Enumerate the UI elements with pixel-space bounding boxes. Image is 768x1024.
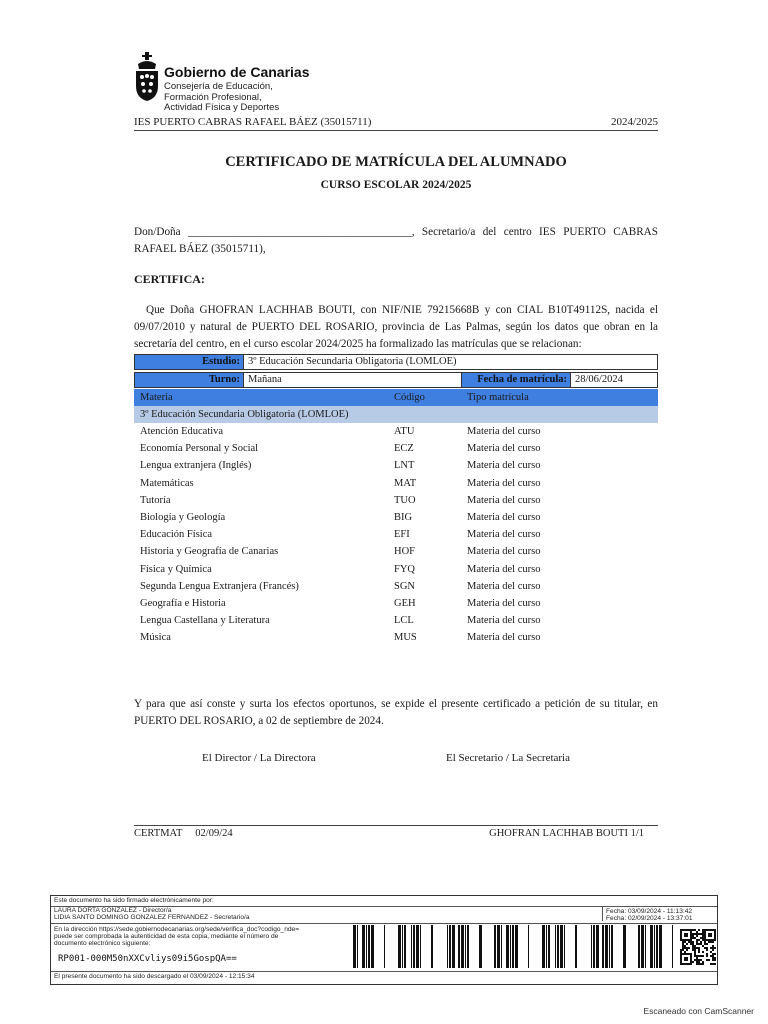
verify-text-1: En la dirección https://sede.gobiernodecanarias.org/sede/verifica_doc?codigo_nde= bbox=[54, 926, 300, 933]
gov-sub-line: Formación Profesional, bbox=[164, 91, 262, 103]
codigo-cell: ECZ bbox=[394, 443, 414, 455]
table-row bbox=[134, 492, 658, 509]
codigo-cell: EFI bbox=[394, 529, 410, 541]
tipo-cell: Materia del curso bbox=[467, 563, 541, 575]
closing-paragraph: Y para que así conste y surta los efectos oportunos, se expide el presente certificado a petición de su titular, en PUERTO DEL ROSARIO, a 02 de septiembre de 2024. bbox=[134, 698, 658, 727]
col-header-materia: Materia bbox=[140, 392, 173, 403]
signature-dates bbox=[602, 907, 718, 921]
tipo-cell: Materia del curso bbox=[467, 615, 541, 627]
box-divider bbox=[51, 923, 717, 924]
col-header-codigo: Código bbox=[394, 392, 425, 403]
table-row bbox=[134, 629, 658, 646]
materia-cell: Física y Química bbox=[140, 563, 212, 575]
barcode-icon bbox=[353, 925, 675, 968]
materia-cell: Lengua Castellana y Literatura bbox=[140, 615, 270, 627]
codigo-cell: LNT bbox=[394, 460, 415, 472]
gov-subtitle bbox=[164, 82, 279, 114]
signature-date-2: Fecha: 02/09/2024 - 13:37:01 bbox=[606, 915, 693, 922]
tipo-cell: Materia del curso bbox=[467, 443, 541, 455]
director-signature-label: El Director / La Directora bbox=[202, 752, 316, 764]
codigo-cell: BIG bbox=[394, 512, 413, 523]
gov-name: Gobierno de Canarias bbox=[164, 64, 310, 80]
footer-code-date: CERTMAT 02/09/24 bbox=[134, 828, 233, 839]
verify-text-3: documento electrónico siguiente: bbox=[54, 940, 151, 947]
materia-cell: Matemáticas bbox=[140, 477, 194, 489]
footer-student-page: GHOFRAN LACHHAB BOUTI 1/1 bbox=[489, 828, 644, 839]
tipo-cell: Materia del curso bbox=[467, 460, 541, 472]
header-divider bbox=[134, 130, 658, 131]
table-group-row bbox=[134, 406, 658, 423]
signature-date-1: Fecha: 03/09/2024 - 11:13:42 bbox=[606, 908, 693, 915]
table-row bbox=[134, 457, 658, 474]
tipo-cell: Materia del curso bbox=[467, 598, 541, 609]
materia-cell: Economía Personal y Social bbox=[140, 443, 259, 455]
footer-divider bbox=[134, 825, 658, 826]
estudio-label: Estudio: bbox=[135, 355, 243, 369]
estudio-row bbox=[134, 354, 658, 370]
table-row bbox=[134, 595, 658, 612]
materia-cell: Segunda Lengua Extranjera (Francés) bbox=[140, 580, 299, 592]
materia-cell: Tutoría bbox=[140, 494, 171, 506]
table-row bbox=[134, 561, 658, 578]
tipo-cell: Materia del curso bbox=[467, 546, 541, 558]
codigo-cell: LCL bbox=[394, 615, 414, 627]
gov-sub-line: Actividad Física y Deportes bbox=[164, 102, 280, 113]
materia-cell: Geografía e Historia bbox=[140, 598, 226, 609]
signer-secretario: LIDIA SANTO DOMINGO GONZALEZ FERNANDEZ - Secretario/a bbox=[54, 914, 250, 921]
turno-label: Turno: bbox=[135, 373, 243, 387]
group-label: 3º Educación Secundaria Obligatoria (LOMLOE) bbox=[140, 409, 349, 420]
camscanner-watermark: Escaneado con CamScanner bbox=[643, 1006, 754, 1016]
qr-code-icon bbox=[680, 929, 716, 965]
table-row bbox=[134, 440, 658, 457]
box-divider bbox=[51, 971, 717, 972]
codigo-cell: TUO bbox=[394, 494, 416, 506]
table-row bbox=[134, 612, 658, 629]
materia-cell: Educación Física bbox=[140, 529, 213, 541]
tipo-cell: Materia del curso bbox=[467, 512, 541, 523]
estudio-value: 3º Educación Secundaria Obligatoria (LOMLOE) bbox=[248, 356, 457, 367]
tipo-cell: Materia del curso bbox=[467, 580, 541, 592]
table-row bbox=[134, 526, 658, 543]
document-subtitle: CURSO ESCOLAR 2024/2025 bbox=[320, 179, 472, 191]
table-row bbox=[134, 423, 658, 440]
table-row bbox=[134, 509, 658, 526]
tipo-cell: Materia del curso bbox=[467, 529, 541, 541]
electronic-signature-box bbox=[50, 895, 718, 985]
materia-cell: Lengua extranjera (Inglés) bbox=[140, 460, 252, 472]
codigo-cell: ATU bbox=[394, 426, 415, 437]
verification-code: RP001-000M50nXXCvliys09i5GospQA== bbox=[58, 954, 237, 964]
fecha-label: Fecha de matrícula: bbox=[462, 373, 570, 387]
certifica-heading: CERTIFICA: bbox=[134, 272, 205, 286]
materia-cell: Historia y Geografía de Canarias bbox=[140, 546, 279, 558]
table-row bbox=[134, 578, 658, 595]
codigo-cell: FYQ bbox=[394, 563, 416, 575]
materia-cell: Música bbox=[140, 632, 171, 644]
download-note: El presente documento ha sido descargado el 03/09/2024 - 12:15:34 bbox=[54, 973, 255, 980]
secretario-signature-label: El Secretario / La Secretaria bbox=[446, 752, 570, 764]
intro-paragraph: Don/Doña ________________________________________, Secretario/a del centro IES PUERTO CABRAS RAFAEL BÁEZ (35015711), bbox=[134, 226, 658, 255]
codigo-cell: HOF bbox=[394, 546, 416, 558]
gobierno-canarias-crest-icon bbox=[134, 52, 160, 102]
tipo-cell: Materia del curso bbox=[467, 494, 541, 506]
signer-director: LAURA DORTA GONZALEZ - Director/a bbox=[54, 907, 172, 914]
codigo-cell: MAT bbox=[394, 477, 417, 489]
table-row bbox=[134, 475, 658, 492]
fecha-value: 28/06/2024 bbox=[575, 374, 623, 385]
tipo-cell: Materia del curso bbox=[467, 426, 541, 437]
codigo-cell: MUS bbox=[394, 632, 417, 644]
body-paragraph: Que Doña GHOFRAN LACHHAB BOUTI, con NIF/NIE 79215668B y con CIAL B10T49112S, nacida el 09/07/2010 y natural de PUERTO DEL ROSARIO, provincia de Las Palmas, según los datos que obran en la secretaría del centro, en el curso escolar 2024/2025 ha formalizado las matrículas que se relacionan: bbox=[134, 304, 658, 350]
table-header-row bbox=[134, 389, 658, 406]
signature-heading: Este documento ha sido firmado electrónicamente por: bbox=[54, 897, 214, 904]
verify-text-2: puede ser comprobada la autenticidad de esta copia, mediante el número de bbox=[54, 933, 279, 940]
document-title: CERTIFICADO DE MATRÍCULA DEL ALUMNADO bbox=[225, 154, 567, 170]
codigo-cell: SGN bbox=[394, 580, 416, 592]
col-header-tipo: Tipo matrícula bbox=[467, 392, 529, 403]
materia-cell: Atención Educativa bbox=[140, 426, 224, 437]
codigo-cell: GEH bbox=[394, 598, 416, 609]
gov-sub-line: Consejería de Educación, bbox=[164, 81, 273, 92]
turno-row bbox=[134, 372, 658, 388]
materia-cell: Biología y Geología bbox=[140, 512, 226, 523]
table-row bbox=[134, 543, 658, 560]
turno-value: Mañana bbox=[248, 374, 282, 385]
tipo-cell: Materia del curso bbox=[467, 477, 541, 489]
tipo-cell: Materia del curso bbox=[467, 632, 541, 644]
school-name: IES PUERTO CABRAS RAFAEL BÁEZ (35015711) bbox=[134, 116, 372, 128]
school-year: 2024/2025 bbox=[610, 116, 658, 128]
